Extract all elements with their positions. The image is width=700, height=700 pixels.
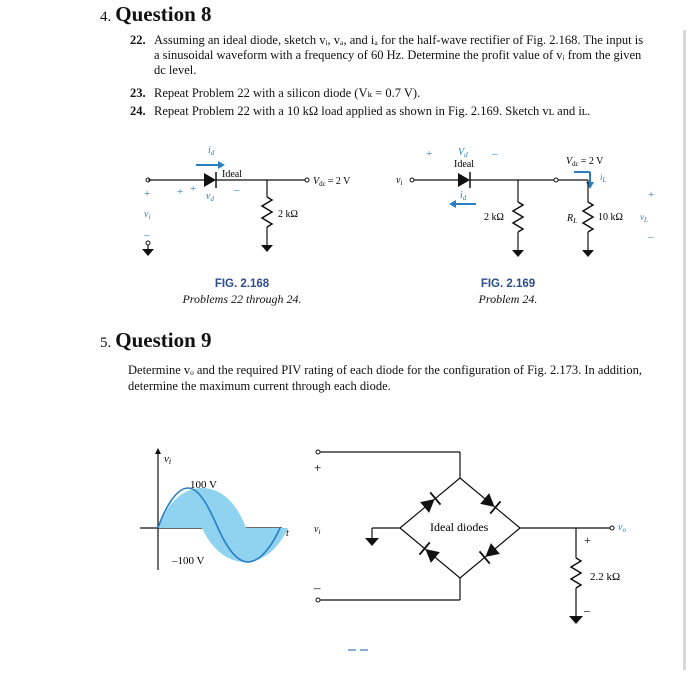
vd-minus: – xyxy=(492,148,498,160)
ground-symbol-left xyxy=(142,249,154,256)
terminal-out xyxy=(610,526,614,530)
rl-label: $R_L$ xyxy=(567,213,578,225)
vd-plus: + xyxy=(190,183,197,195)
terminal-vi xyxy=(410,178,414,182)
vdc-label: $V_{dc} = 2$ V xyxy=(313,176,351,188)
resistor-2-2k xyxy=(571,558,581,588)
vd-label: $v_d$ xyxy=(206,191,214,203)
fig-2-169-circuit xyxy=(390,140,670,270)
fig-2-169-subtitle: Problem 24. xyxy=(478,292,538,306)
rl-value: 10 kΩ xyxy=(598,212,623,223)
problem-24-text: Repeat Problem 22 with a 10 kΩ load applied as shown in Fig. 2.169. Sketch vʟ and iʟ. xyxy=(154,104,591,118)
resistor-2k xyxy=(513,202,523,232)
vd-plus: + xyxy=(426,148,433,160)
vi-minus: – xyxy=(144,229,150,241)
wave-vi-axis-label: vi xyxy=(164,453,172,466)
wave-y-arrow xyxy=(155,448,161,454)
vl-plus: + xyxy=(648,189,655,201)
fig-2-169-label: FIG. 2.169 xyxy=(480,278,536,290)
question-9-heading xyxy=(100,328,212,353)
current-arrow-head xyxy=(449,200,456,208)
id-label: $i_d$ xyxy=(460,190,467,202)
ideal-label: Ideal xyxy=(222,169,242,180)
current-arrow-head xyxy=(218,161,225,169)
terminal-bottom xyxy=(316,598,320,602)
fig-2-168-circuit xyxy=(130,135,390,270)
resistor-2k-label: 2 kΩ xyxy=(484,212,504,223)
fig-2-169-caption xyxy=(418,277,598,307)
diode-tr xyxy=(479,492,500,513)
vi-label: $v_i$ xyxy=(396,175,403,187)
problem-22-number: 22. xyxy=(130,33,146,47)
question-8-title: Question 8 xyxy=(115,2,212,26)
vo-plus: + xyxy=(584,533,591,547)
wave-negative-half xyxy=(202,528,288,562)
wave-t-label: t xyxy=(286,528,289,539)
vi-plus: + xyxy=(144,188,151,200)
resistor-rl xyxy=(583,202,593,232)
fig-2-168-caption xyxy=(152,277,332,307)
il-label: $i_L$ xyxy=(600,172,607,184)
question-8-number: 4. xyxy=(100,9,112,25)
wave-positive-half xyxy=(158,488,246,528)
vo-minus: – xyxy=(584,603,590,617)
diode-br xyxy=(479,542,500,563)
wave-peak-negative: –100 V xyxy=(172,555,205,567)
problem-22-text: Assuming an ideal diode, sketch vᵢ, vₐ, and iₐ for the half-wave rectifier of Fig. 2.168. The input is a sinusoidal waveform with a frequency of 60 Hz. Determine the profit value of vᵢ from the given dc level. xyxy=(154,33,644,77)
ground-left xyxy=(365,538,379,546)
input-minus: – xyxy=(314,580,321,595)
diode-tl xyxy=(419,492,440,513)
vi-label: $v_i$ xyxy=(144,209,151,221)
problem-22 xyxy=(130,33,650,78)
vl-label: $v_L$ xyxy=(640,212,648,224)
vl-minus: – xyxy=(648,231,654,243)
diode-symbol xyxy=(204,173,216,187)
problem-23-text: Repeat Problem 22 with a silicon diode (Vₖ = 0.7 V). xyxy=(154,86,421,100)
input-vi-label: $v_i$ xyxy=(314,524,321,536)
question-9-text: Determine vₒ and the required PIV rating of each diode for the configuration of Fig. 2.173. In addition, determine the maximum current through each diode. xyxy=(128,363,642,393)
terminal-top xyxy=(316,450,320,454)
fig-2-173-circuit xyxy=(130,440,650,655)
ground-out xyxy=(569,616,583,624)
id-label: $i_d$ xyxy=(208,145,215,157)
node-vdc xyxy=(554,178,558,182)
node-plus: + xyxy=(177,186,184,198)
problem-23-number: 23. xyxy=(130,86,146,100)
scrollbar-track[interactable] xyxy=(683,30,686,670)
problem-24 xyxy=(130,104,650,119)
fig-2-168-subtitle: Problems 22 through 24. xyxy=(182,292,302,306)
diode-bl xyxy=(419,542,440,563)
question-8-heading xyxy=(100,2,212,27)
vd-label: $V_d$ xyxy=(458,147,468,159)
ground-symbol-rl xyxy=(582,250,594,257)
ideal-label: Ideal xyxy=(454,159,474,170)
resistor-2k xyxy=(262,197,272,227)
problem-24-number: 24. xyxy=(130,104,146,118)
diode-symbol xyxy=(458,173,470,187)
vo-label: $v_o$ xyxy=(618,522,626,534)
terminal-vdc xyxy=(305,178,309,182)
ground-symbol xyxy=(261,245,273,252)
vdc-label: $V_{dc} = 2$ V xyxy=(566,156,604,168)
il-arrow-head xyxy=(586,182,594,189)
input-plus: + xyxy=(314,460,322,475)
wave-peak-positive: 100 V xyxy=(190,479,217,491)
question-9-number: 5. xyxy=(100,335,112,351)
problem-23 xyxy=(130,86,650,101)
question-9-title: Question 9 xyxy=(115,328,212,352)
terminal-vi-bottom xyxy=(146,241,150,245)
resistor-label: 2 kΩ xyxy=(278,209,298,220)
fig-2-168-label: FIG. 2.168 xyxy=(214,278,270,290)
resistor-2-2k-label: 2.2 kΩ xyxy=(590,571,621,583)
ground-symbol xyxy=(512,250,524,257)
vd-minus: – xyxy=(234,184,240,196)
ideal-diodes-label: Ideal diodes xyxy=(430,520,489,534)
